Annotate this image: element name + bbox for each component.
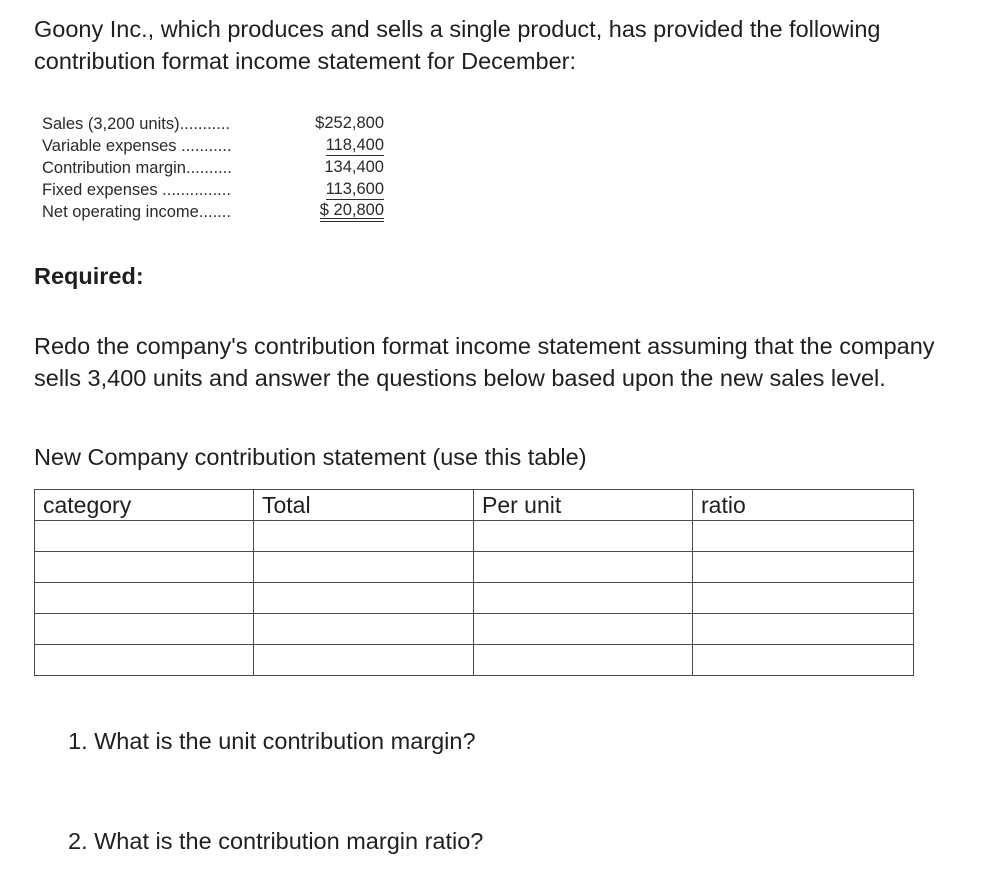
column-header-total: Total <box>254 490 474 521</box>
table-row <box>35 552 914 583</box>
statement-label: Fixed expenses ............... <box>42 181 231 199</box>
table-cell[interactable] <box>35 521 254 552</box>
statement-label: Net operating income....... <box>42 203 231 221</box>
table-cell[interactable] <box>693 614 914 645</box>
table-cell[interactable] <box>254 645 474 676</box>
question-unit-contribution-margin: 1. What is the unit contribution margin? <box>68 728 476 754</box>
column-header-per-unit: Per unit <box>474 490 693 521</box>
table-caption: New Company contribution statement (use this table) <box>34 444 587 470</box>
column-header-category: category <box>35 490 254 521</box>
statement-label: Variable expenses ........... <box>42 137 232 155</box>
statement-row-variable-expenses <box>42 135 402 157</box>
table-cell[interactable] <box>474 521 693 552</box>
table-header-row <box>35 490 914 521</box>
table-cell[interactable] <box>35 614 254 645</box>
income-statement <box>42 113 402 223</box>
table-cell[interactable] <box>474 552 693 583</box>
statement-value: 113,600 <box>325 180 384 198</box>
statement-value: $ 20,800 <box>320 201 384 222</box>
statement-row-net-operating-income <box>42 201 402 223</box>
table-row <box>35 645 914 676</box>
intro-paragraph: Goony Inc., which produces and sells a single product, has provided the following contribution format income statement for December: <box>34 16 881 74</box>
table-cell[interactable] <box>35 645 254 676</box>
statement-label: Sales (3,200 units)........... <box>42 115 231 133</box>
table-cell[interactable] <box>474 614 693 645</box>
statement-value: 134,400 <box>324 158 384 176</box>
contribution-statement-table <box>34 489 914 676</box>
table-cell[interactable] <box>254 552 474 583</box>
statement-label: Contribution margin.......... <box>42 159 232 177</box>
statement-row-sales <box>42 113 402 135</box>
instructions-paragraph: Redo the company's contribution format income statement assuming that the company sells 3,400 units and answer the questions below based upon the new sales level. <box>34 333 935 391</box>
column-header-ratio: ratio <box>693 490 914 521</box>
table-cell[interactable] <box>693 552 914 583</box>
table-cell[interactable] <box>254 614 474 645</box>
table-row <box>35 614 914 645</box>
table-row <box>35 583 914 614</box>
table-cell[interactable] <box>693 583 914 614</box>
statement-row-contribution-margin <box>42 157 402 179</box>
table-cell[interactable] <box>254 583 474 614</box>
table-row <box>35 521 914 552</box>
statement-value: $252,800 <box>315 114 384 132</box>
statement-value: 118,400 <box>325 136 384 154</box>
required-heading: Required: <box>34 263 144 289</box>
question-contribution-margin-ratio: 2. What is the contribution margin ratio? <box>68 828 484 854</box>
statement-row-fixed-expenses <box>42 179 402 201</box>
table-cell[interactable] <box>35 583 254 614</box>
table-cell[interactable] <box>693 521 914 552</box>
table-cell[interactable] <box>474 583 693 614</box>
table-cell[interactable] <box>693 645 914 676</box>
table-cell[interactable] <box>254 521 474 552</box>
table-cell[interactable] <box>35 552 254 583</box>
table-cell[interactable] <box>474 645 693 676</box>
